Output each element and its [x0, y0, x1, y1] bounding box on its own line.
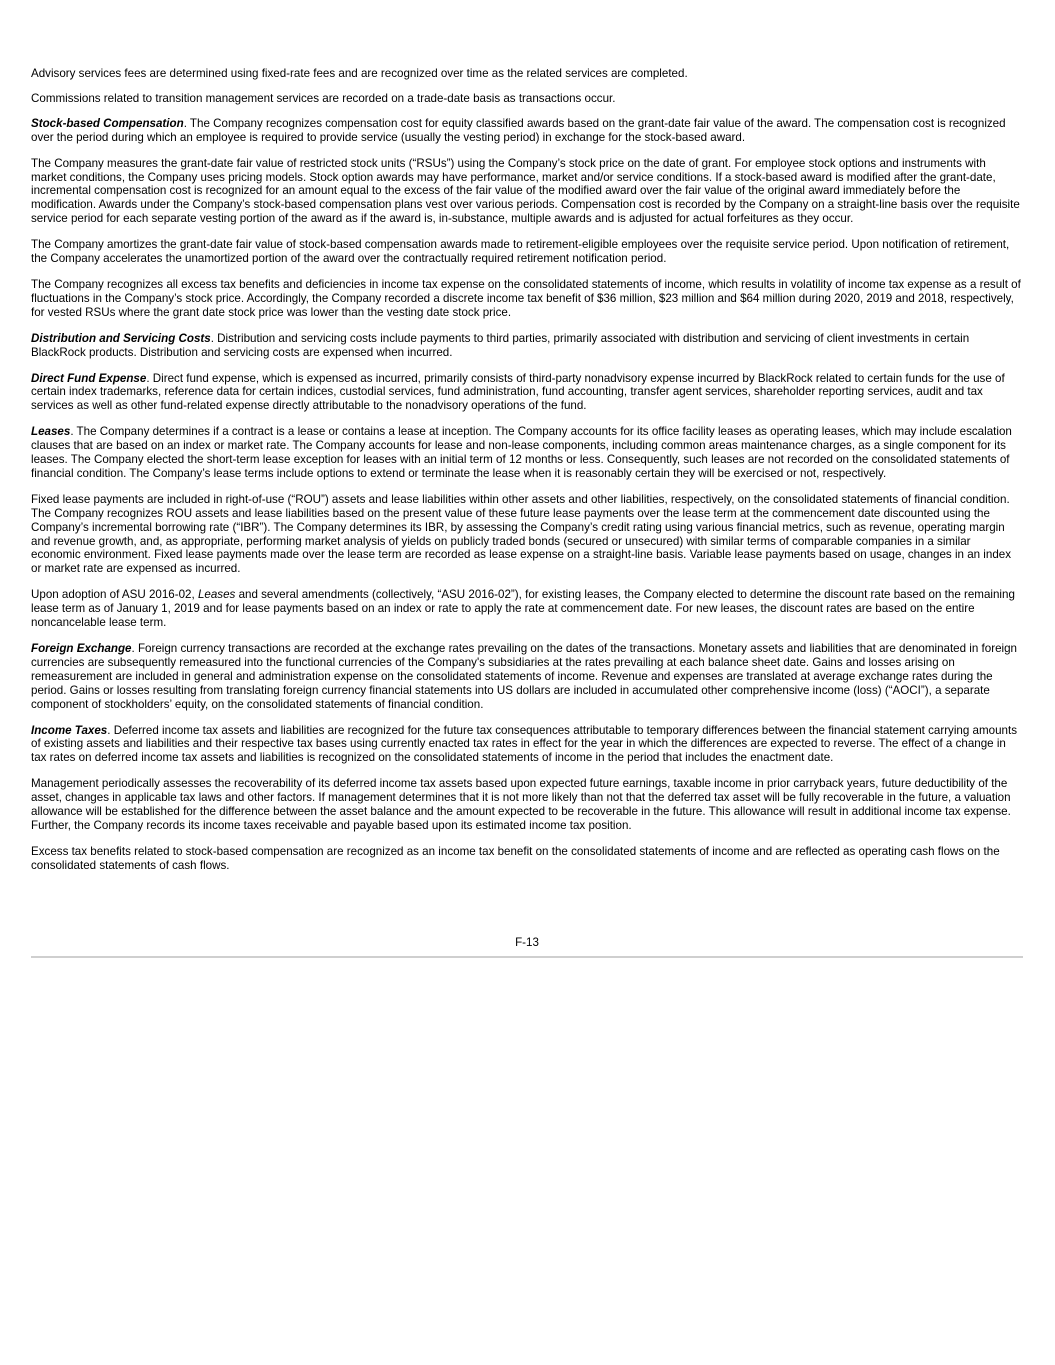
paragraph-stock-based-compensation: [31, 117, 1023, 145]
paragraph-retirement-amortization: [31, 238, 1023, 266]
paragraph-text: . The Company recognizes compensation cost for equity classified awards based on the grant-date fair value of the award. The compensation cost is recognized over the period during which an employee is required to provide service (usually the vesting period) in exchange for the stock-based award.: [31, 116, 1006, 144]
paragraph-advisory-fees: [31, 67, 1023, 81]
paragraph-italic-term: Leases: [197, 588, 236, 602]
paragraph-text: . Distribution and servicing costs include payments to third parties, primarily associated with distribution and servicing of client investments in certain BlackRock products. Distribution and servicing costs are expensed when incurred.: [31, 331, 970, 359]
paragraph-text: Commissions related to transition management services are recorded on a trade-date basis as transactions occur.: [31, 91, 616, 105]
paragraph-direct-fund-expense: [31, 372, 1023, 414]
paragraph-text: Fixed lease payments are included in right-of-use (“ROU”) assets and lease liabilities within other assets and other liabilities, respectively, on the consolidated statements of financial condition. The Company recognizes ROU assets and lease liabilities based on the present value of these future lease payments over the lease term at the commencement date discounted using the Company’s incremental borrowing rate (“IBR”). The Company determines its IBR, by assessing the Company’s credit rating using various financial metrics, such as revenue, operating margin and revenue growth, and, as appropriate, performing market analysis of yields on publicly traded bonds (secured or unsecured) with similar terms of comparable companies in a similar economic environment. Fixed lease payments made over the lease term are recorded as lease expense on a straight-line basis. Variable lease payments based on usage, changes in an index or market rate are expensed as incurred.: [31, 492, 1012, 576]
paragraph-operating-cash-flows: [31, 845, 1023, 873]
document-body: [31, 67, 1023, 885]
paragraph-asu-adoption: [31, 588, 1023, 630]
paragraph-fixed-lease-payments: [31, 493, 1023, 576]
section-heading-leases: Leases: [31, 425, 71, 439]
paragraph-distribution-servicing: [31, 332, 1023, 360]
paragraph-leases: [31, 425, 1023, 481]
paragraph-text: and several amendments (collectively, “ASU 2016-02”), for existing leases, the Company elected to determine the discount rate based on the remaining lease term as of January 1, 2019 and for lease payments based on an index or rate to apply the rate at commencement date. For new leases, the discount rates are based on the entire noncancelable lease term.: [31, 588, 1015, 630]
paragraph-valuation-allowance: [31, 777, 1023, 833]
paragraph-text: Excess tax benefits related to stock-based compensation are recognized as an income tax benefit on the consolidated statements of income and are reflected as operating cash flows on the consolidated statements of cash flows.: [31, 844, 1000, 872]
section-heading-stock-based-compensation: Stock-based Compensation: [31, 116, 184, 130]
footer-divider: [31, 956, 1023, 958]
section-heading-direct-fund-expense: Direct Fund Expense: [31, 371, 147, 385]
paragraph-rsu-fair-value: [31, 157, 1023, 227]
paragraph-income-taxes: [31, 724, 1023, 766]
paragraph-text: The Company recognizes all excess tax benefits and deficiencies in income tax expense on the consolidated statements of income, which results in volatility of income tax expense as a result of fluctuations in the Company’s stock price. Accordingly, the Company recorded a discrete income tax benefit of $36 million, $23 million and $64 million during 2020, 2019 and 2018, respectively, for vested RSUs where the grant date stock price was lower than the vesting date stock price.: [31, 277, 1021, 319]
paragraph-foreign-exchange: [31, 642, 1023, 712]
paragraph-commissions: [31, 92, 1023, 106]
paragraph-text: Advisory services fees are determined using fixed-rate fees and are recognized over time as the related services are completed.: [31, 67, 688, 80]
section-heading-foreign-exchange: Foreign Exchange: [31, 642, 132, 655]
paragraph-text: The Company measures the grant-date fair value of restricted stock units (“RSUs”) using the Company’s stock price on the date of grant. For employee stock options and instruments with market conditions, the Company uses pricing models. Stock option awards may have performance, market and/or service conditions. If a stock-based award is modified after the grant-date, incremental compensation cost is recognized for an amount equal to the excess of the fair value of the modified award over the fair value of the original award immediately before the modification. Awards under the Company’s stock-based compensation plans vest over various periods. Compensation cost is recorded by the Company on a straight-line basis over the requisite service period for each separate vesting portion of the award as if the award is, in-substance, multiple awards and is adjusted for actual forfeitures as they occur.: [31, 156, 1020, 226]
section-heading-distribution-servicing: Distribution and Servicing Costs: [31, 331, 211, 345]
paragraph-excess-tax-benefits: [31, 278, 1023, 320]
page-footer: [31, 936, 1023, 958]
paragraph-text: Management periodically assesses the recoverability of its deferred income tax assets based upon expected future earnings, taxable income in prior carryback years, future deductibility of the asset, changes in applicable tax laws and other factors. If management determines that it is not more likely than not that the deferred tax asset will be fully recoverable in the future, a valuation allowance will be established for the difference between the asset balance and the amount expected to be recoverable in the future. This allowance will result in additional income tax expense. Further, the Company records its income taxes receivable and payable based upon its estimated income tax position.: [31, 777, 1011, 832]
section-heading-income-taxes: Income Taxes: [31, 723, 108, 737]
paragraph-text: The Company amortizes the grant-date fair value of stock-based compensation awards made to retirement-eligible employees over the requisite service period. Upon notification of retirement, the Company accelerates the unamortized portion of the award over the contractually required retirement notification period.: [31, 238, 1010, 266]
paragraph-text: . The Company determines if a contract is a lease or contains a lease at inception. The Company accounts for its office facility leases as operating leases, which may include escalation clauses that are based on an index or market rate. The Company accounts for lease and non-lease components, including common areas maintenance charges, as a single component for its leases. The Company elected the short-term lease exception for leases with an initial term of 12 months or less. Consequently, such leases are not recorded on the consolidated statements of financial condition. The Company’s lease terms include options to extend or terminate the lease when it is reasonably certain they will be exercised or not, respectively.: [31, 425, 1012, 480]
paragraph-lead-text: Upon adoption of ASU 2016-02,: [31, 588, 198, 602]
paragraph-text: . Deferred income tax assets and liabilities are recognized for the future tax consequences attributable to temporary differences between the financial statement carrying amounts of existing assets and liabilities and their respective tax bases using currently enacted tax rates in effect for the year in which the differences are expected to reverse. The effect of a change in tax rates on deferred income tax assets and liabilities is recognized on the consolidated statements of income in the period that includes the enactment date.: [31, 723, 1018, 765]
paragraph-text: . Foreign currency transactions are recorded at the exchange rates prevailing on the dates of the transactions. Monetary assets and liabilities that are denominated in foreign currencies are subsequently remeasured into the functional currencies of the Company's subsidiaries at the rates prevailing at each balance sheet date. Gains and losses arising on remeasurement are included in general and administration expense on the consolidated statements of income. Revenue and expenses are translated at average exchange rates during the period. Gains or losses resulting from translating foreign currency financial statements into US dollars are included in accumulated other comprehensive income (loss) (“AOCI”), a separate component of stockholders’ equity, on the consolidated statements of financial condition.: [31, 642, 1017, 711]
paragraph-text: . Direct fund expense, which is expensed as incurred, primarily consists of third-party nonadvisory expense incurred by BlackRock related to certain funds for the use of certain index trademarks, reference data for certain indices, custodial services, fund administration, fund accounting, transfer agent services, shareholder reporting services, audit and tax services as well as other fund-related expense directly attributable to the nonadvisory operations of the fund.: [31, 371, 1005, 413]
page-number: F-13: [515, 936, 539, 949]
